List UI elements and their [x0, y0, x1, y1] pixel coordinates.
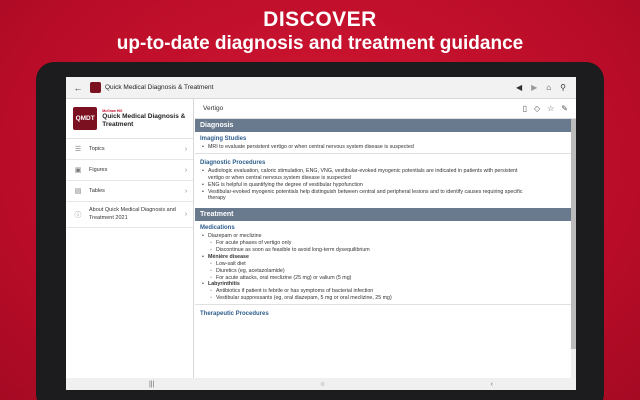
- scrollbar[interactable]: [571, 119, 576, 378]
- subsection-procedures: Diagnostic Procedures: [200, 159, 266, 166]
- sidebar-item-about[interactable]: [66, 202, 193, 228]
- table-icon: ▤: [74, 188, 82, 195]
- app-screen: [66, 77, 576, 390]
- home-icon[interactable]: ⌂: [546, 83, 552, 92]
- subsection-medications: Medications: [200, 225, 235, 232]
- sidebar-item-label: Topics: [89, 146, 105, 152]
- search-icon[interactable]: ⚲: [560, 83, 566, 92]
- previous-icon[interactable]: ◀: [515, 83, 523, 92]
- sub-list-item: ◦ Vestibular suppressants (eg, oral diazepam, 5 mg or oral meclizine, 25 mg): [216, 295, 531, 302]
- breadcrumb: [195, 99, 576, 119]
- document-body: [195, 119, 571, 378]
- list-icon: ☰: [74, 146, 82, 153]
- notes-icon[interactable]: ✎: [561, 104, 568, 113]
- sub-list-item: ◦ Antibiotics if patient is febrile or has symptoms of bacterial infection: [216, 288, 531, 295]
- sub-list-item: ◦ Diuretics (eg, acetazolamide): [216, 268, 531, 275]
- promo-subheadline: up-to-date diagnosis and treatment guidance: [116, 33, 524, 54]
- tag-icon[interactable]: ◇: [533, 104, 541, 113]
- sidebar-item-label: About Quick Medical Diagnosis and Treatment 2021: [89, 207, 176, 221]
- list-item: • MRI to evaluate persistent vertigo or when central nervous system disease is suspected: [208, 144, 571, 151]
- list-item: [208, 233, 571, 254]
- group-label: Diazepam or meclizine: [208, 233, 262, 240]
- divider: [195, 153, 571, 154]
- star-icon[interactable]: ☆: [547, 104, 555, 113]
- publisher-label: McGraw Hill: [102, 109, 123, 114]
- qmdt-logo: QMDT: [73, 107, 97, 130]
- history-nav: [516, 83, 576, 92]
- sidebar-item-tables[interactable]: [66, 181, 193, 202]
- subsection-imaging: Imaging Studies: [200, 136, 247, 142]
- divider: [195, 304, 571, 305]
- group-label: Ménière disease: [208, 253, 249, 260]
- sidebar-item-figures[interactable]: [66, 160, 193, 181]
- app-top-bar: [66, 77, 576, 99]
- sidebar: [66, 99, 194, 378]
- subsection-therapeutic: Therapeutic Procedures: [200, 311, 269, 317]
- sub-list-item: ◦ For acute phases of vertigo only: [216, 240, 531, 247]
- list-item: • ENG is helpful in quantifying the degree of vestibular hypofunction: [208, 182, 571, 189]
- recents-button[interactable]: |||: [148, 380, 155, 388]
- app-title: Quick Medical Diagnosis & Treatment: [105, 84, 214, 91]
- sub-list-item: ◦ Discontinue as soon as feasible to avoid long-term dysequilibrium: [216, 247, 531, 254]
- list-item: • Vestibular-evoked myogenic potentials help distinguish between central and peripheral lesions and to identify causes requiring specific therapy: [208, 189, 571, 203]
- chevron-right-icon: ›: [184, 145, 188, 153]
- chevron-right-icon: ›: [184, 211, 188, 218]
- list-item: • Audiologic evaluation, caloric stimulation, ENG, VNG, vestibular-evoked myogenic potentials are indicated in patients with persistent vertigo or when central nervous system disease is suspected: [208, 168, 571, 182]
- sidebar-item-label: Figures: [89, 167, 108, 173]
- section-header-diagnosis: Diagnosis: [195, 119, 571, 132]
- system-nav-bar: [66, 378, 576, 390]
- breadcrumb-label: Vertigo: [203, 105, 224, 112]
- sidebar-item-topics[interactable]: [66, 139, 193, 160]
- sidebar-item-label: Tables: [89, 188, 105, 194]
- content-pane: [195, 99, 576, 378]
- document-icon[interactable]: ▯: [522, 104, 527, 113]
- promo-headline: DISCOVER: [263, 8, 377, 31]
- home-button[interactable]: ○: [320, 380, 325, 388]
- brand-name: Quick Medical Diagnosis & Treatment: [102, 113, 186, 128]
- sub-list-item: ◦ Low-salt diet: [216, 261, 531, 268]
- brand-header: [66, 99, 193, 139]
- image-icon: ▣: [74, 167, 82, 174]
- info-icon: ⓘ: [74, 211, 82, 219]
- sub-list-item: ◦ For acute attacks, oral meclizine (25 mg) or valium (5 mg): [216, 275, 531, 282]
- content-tools: [523, 104, 576, 113]
- chevron-right-icon: ›: [184, 187, 188, 195]
- list-item: [208, 281, 571, 302]
- group-label: Labyrinthitis: [208, 281, 240, 288]
- list-item: [208, 254, 571, 282]
- section-header-treatment: Treatment: [195, 208, 571, 221]
- next-icon[interactable]: ▶: [531, 83, 538, 92]
- app-icon: [90, 82, 101, 93]
- back-button[interactable]: ‹: [490, 380, 493, 388]
- chevron-right-icon: ›: [184, 166, 188, 174]
- back-arrow-icon[interactable]: ←: [73, 82, 83, 93]
- scrollbar-thumb[interactable]: [571, 119, 576, 349]
